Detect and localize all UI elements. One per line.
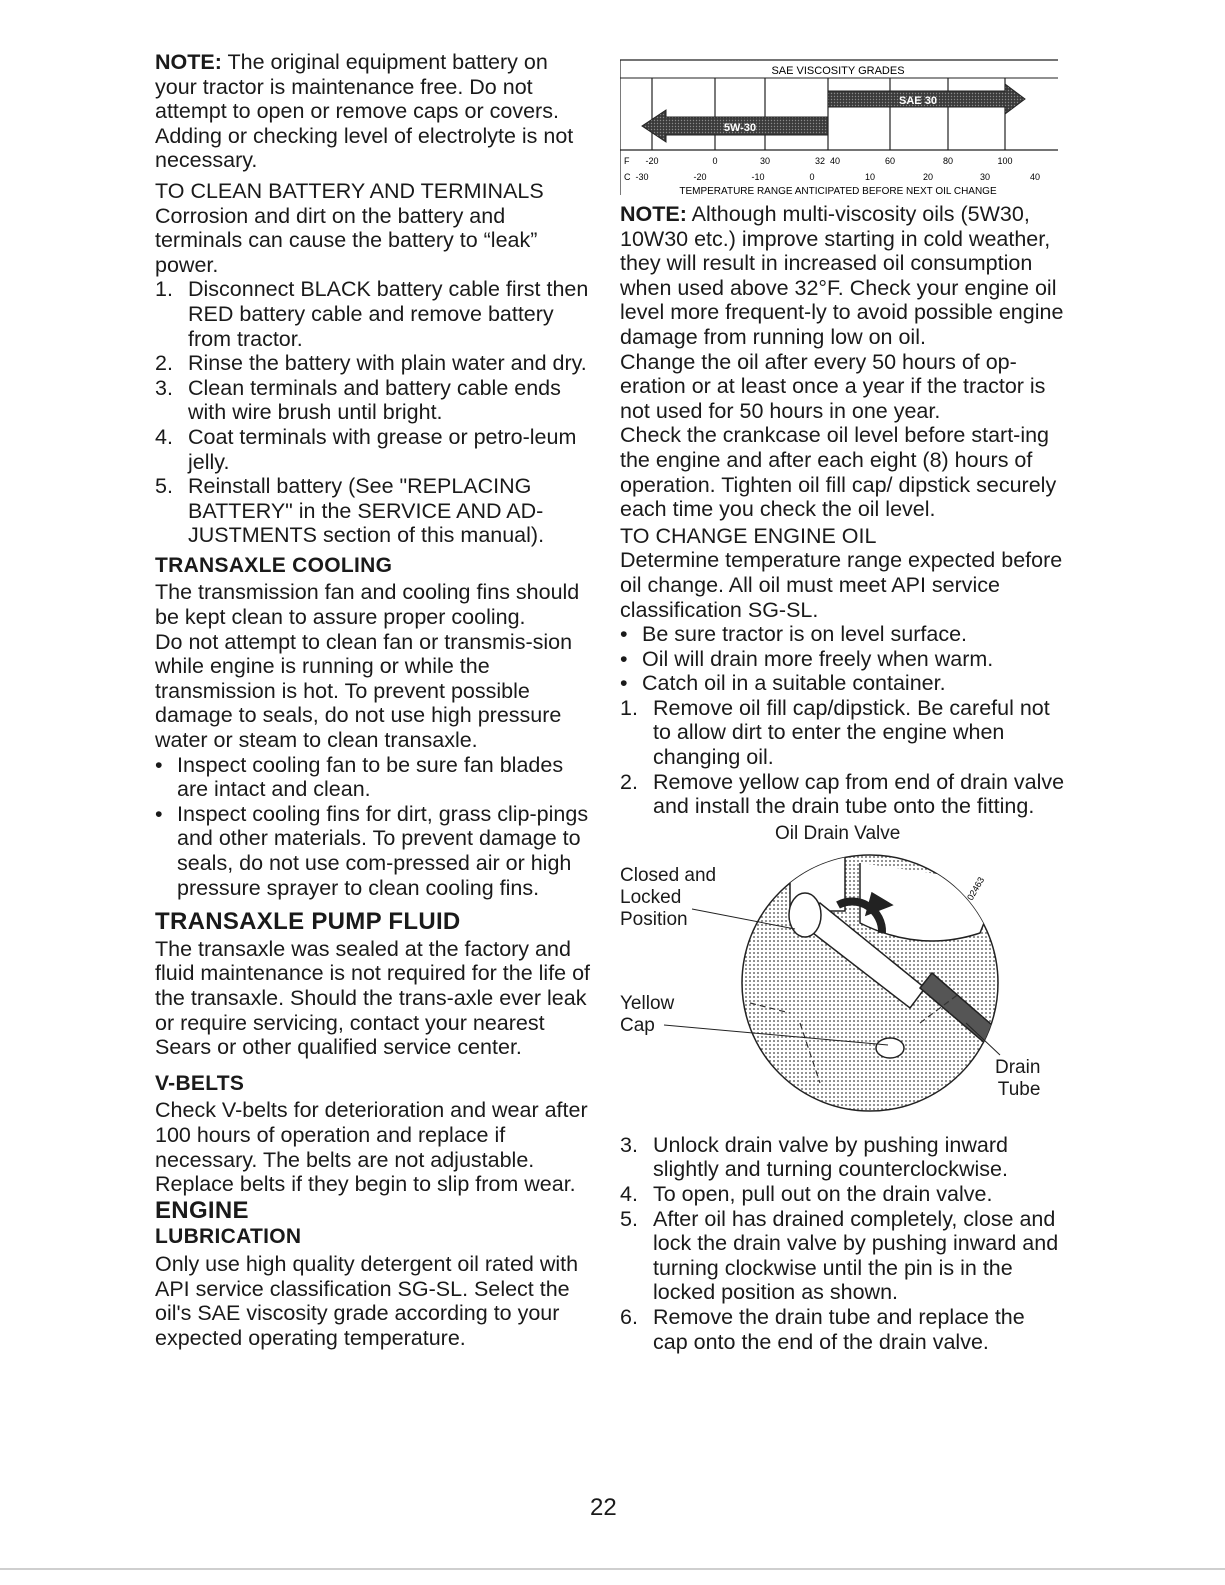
c-axis-ticks: [635, 172, 1040, 182]
f-tick-label: 60: [884, 156, 896, 166]
list-item: [155, 351, 595, 376]
step-text: Rinse the battery with plain water and dry.: [188, 351, 587, 376]
c-tick-label: 20: [922, 172, 934, 182]
change-oil-steps-b: [620, 1133, 1065, 1354]
viscosity-note: [620, 202, 1065, 350]
c-tick-label: 40: [1029, 172, 1041, 182]
v-belts-heading: V-BELTS: [155, 1071, 245, 1095]
step-number: 4.: [155, 424, 173, 449]
list-item: [620, 1305, 1065, 1354]
pump-fluid-paragraph: The transaxle was sealed at the factory and fluid maintenance is not required for the life of the transaxle. Should the trans-axle ever leak or require servicing, contact your nearest Sears or other qualified service center.: [155, 936, 591, 1060]
step-text: Disconnect BLACK battery cable first then RED battery cable and remove battery from tractor.: [188, 277, 589, 351]
chart-footer: TEMPERATURE RANGE ANTICIPATED BEFORE NEXT OIL CHANGE: [679, 186, 997, 197]
transaxle-pump-fluid-heading: TRANSAXLE PUMP FLUID: [155, 908, 461, 936]
page-number: 22: [590, 1494, 617, 1521]
list-item: [155, 753, 595, 802]
list-item: [620, 770, 1065, 819]
bullet-text: Catch oil in a suitable container.: [642, 671, 946, 696]
bullet-text: Inspect cooling fan to be sure fan blades are intact and clean.: [177, 752, 564, 802]
figure-code: 02463: [965, 875, 987, 902]
change-oil-steps-a: [620, 696, 1065, 819]
step-number: 2.: [620, 769, 638, 794]
check-oil-paragraph: Check the crankcase oil level before start-ing the engine and after each eight (8) hours of operation. Tighten oil fill cap/ dipstick securely each time you check the oil level.: [620, 423, 1057, 522]
list-item: [620, 622, 1065, 647]
list-item: [155, 802, 595, 900]
step-text: To open, pull out on the drain valve.: [653, 1182, 993, 1207]
bar-sae30-label: SAE 30: [899, 95, 937, 107]
step-text: Reinstall battery (See "REPLACING BATTERY" in the SERVICE AND AD-JUSTMENTS section of this manual).: [188, 474, 545, 548]
note-label: NOTE:: [620, 202, 687, 226]
step-text: Coat terminals with grease or petro-leum jelly.: [188, 424, 577, 474]
step-number: 1.: [155, 277, 173, 302]
viscosity-chart: [620, 50, 1065, 198]
bar-5w30-label: 5W-30: [723, 122, 757, 134]
step-number: 5.: [620, 1206, 638, 1231]
step-number: 3.: [155, 375, 173, 400]
step-text: Unlock drain valve by pushing inward slightly and turning counterclockwise.: [653, 1132, 1008, 1182]
c-tick-label: -30: [635, 172, 649, 182]
list-item: [620, 647, 1065, 672]
oil-drain-valve-illustration: [620, 823, 1065, 1123]
yellow-cap: [876, 1038, 904, 1058]
c-tick-label: -20: [693, 172, 707, 182]
list-item: [155, 376, 595, 425]
change-oil-frequency: Change the oil after every 50 hours of op-eration or at least once a year if the tractor is not used for 50 hours in one year.: [620, 349, 1046, 423]
bullet-icon: •: [620, 622, 628, 647]
bullet-icon: •: [155, 752, 163, 777]
change-oil-bullets: [620, 622, 1065, 696]
f-tick-label: 30: [759, 156, 771, 166]
list-item: [620, 671, 1065, 696]
c-axis-label: C: [624, 172, 631, 182]
cooling-paragraph-1: The transmission fan and cooling fins should be kept clean to assure proper cooling.: [155, 580, 580, 630]
battery-note: [155, 50, 595, 173]
v-belts-paragraph: Check V-belts for deterioration and wear after 100 hours of operation and replace if necessary. The belts are not adjustable. Replace belts if they begin to slip from wear.: [155, 1098, 588, 1197]
left-column: [155, 50, 595, 1350]
bullet-icon: •: [155, 801, 163, 826]
step-number: 5.: [155, 474, 173, 499]
viscosity-chart-svg: [620, 50, 1065, 198]
f-tick-label: 0: [712, 156, 718, 166]
transaxle-cooling-heading: TRANSAXLE COOLING: [155, 553, 393, 577]
step-number: 6.: [620, 1305, 638, 1329]
clean-battery-steps: [155, 277, 595, 548]
bullet-text: Inspect cooling fins for dirt, grass clip-pings and other materials. To prevent damage to seals, do not use com-pressed air or high pressure sprayer to clean cooling fins.: [177, 801, 589, 900]
step-text: Remove yellow cap from end of drain valve and install the drain tube onto the fitting.: [653, 769, 1065, 819]
diagram-title: Oil Drain Valve: [775, 822, 901, 844]
closed-locked-label: Closed and Locked Position: [620, 864, 717, 930]
step-number: 2.: [155, 351, 173, 376]
right-column: [620, 50, 1065, 1354]
f-tick-label: 80: [942, 156, 954, 166]
chart-title: SAE VISCOSITY GRADES: [771, 65, 905, 77]
f-axis-ticks: [645, 156, 1012, 166]
change-oil-intro: Determine temperature range expected before oil change. All oil must meet API service classification SG-SL.: [620, 548, 1063, 622]
engine-heading: ENGINE: [155, 1196, 249, 1224]
drain-tube-label: Drain Tube: [995, 1056, 1041, 1100]
oil-drain-valve-diagram: [620, 823, 1065, 1123]
note-text: The original equipment battery on your tractor is maintenance free. Do not attempt to open or remove caps or covers. Adding or checking level of electrolyte is not necessary.: [155, 50, 574, 173]
list-item: [155, 474, 595, 548]
chart-grid: [620, 78, 1058, 150]
list-item: [620, 1182, 1065, 1207]
note-text: Although multi-viscosity oils (5W30, 10W30 etc.) improve starting in cold weather, they will result in increased oil consumption when used above 32°F. Check your engine oil level more frequent-ly to avoid possible engine damage from running low on oil.: [620, 202, 1064, 349]
note-label: NOTE:: [155, 50, 222, 74]
c-tick-label: 10: [864, 172, 876, 182]
list-item: [155, 277, 595, 351]
f-tick-label: 40: [829, 156, 841, 166]
f-tick-label: 100: [997, 156, 1013, 166]
step-text: Remove the drain tube and replace the cap onto the end of the drain valve.: [653, 1305, 1025, 1354]
page-bottom-rule: [0, 1568, 1225, 1570]
bullet-icon: •: [620, 671, 628, 696]
c-tick-label: 0: [809, 172, 815, 182]
f-tick-label: 32: [814, 156, 826, 166]
step-text: Clean terminals and battery cable ends with wire brush until bright.: [188, 375, 561, 425]
step-number: 3.: [620, 1132, 638, 1157]
cooling-bullets: [155, 753, 595, 901]
cooling-paragraph-2: Do not attempt to clean fan or transmis-sion while engine is running or while the transmission is hot. To prevent possible damage to seals, do not use high pressure water or steam to clean transaxle.: [155, 629, 573, 753]
step-text: After oil has drained completely, close and lock the drain valve by pushing inward and turning clockwise until the pin is in the locked position as shown.: [653, 1206, 1059, 1305]
lubrication-paragraph: Only use high quality detergent oil rated with API service classification SG-SL. Select the oil's SAE viscosity grade according to your expected operating temperature.: [155, 1251, 579, 1350]
bullet-icon: •: [620, 646, 628, 671]
list-item: [155, 425, 595, 474]
step-number: 4.: [620, 1182, 638, 1207]
list-item: [620, 1207, 1065, 1305]
step-number: 1.: [620, 695, 638, 720]
valve-flange: [789, 893, 821, 937]
clean-battery-intro: Corrosion and dirt on the battery and terminals can cause the battery to “leak” power.: [155, 203, 538, 277]
f-tick-label: -20: [645, 156, 659, 166]
list-item: [620, 696, 1065, 770]
yellow-cap-label: Yellow Cap: [620, 992, 675, 1036]
clean-battery-heading: TO CLEAN BATTERY AND TERMINALS: [155, 178, 544, 203]
bullet-text: Be sure tractor is on level surface.: [642, 622, 968, 647]
c-tick-label: -10: [751, 172, 765, 182]
lubrication-heading: LUBRICATION: [155, 1225, 302, 1249]
f-axis-label: F: [624, 156, 630, 166]
step-text: Remove oil fill cap/dipstick. Be careful not to allow dirt to enter the engine when changing oil.: [653, 695, 1050, 770]
list-item: [620, 1133, 1065, 1182]
change-engine-oil-heading: TO CHANGE ENGINE OIL: [620, 523, 877, 548]
bullet-text: Oil will drain more freely when warm.: [642, 646, 994, 671]
c-tick-label: 30: [979, 172, 991, 182]
